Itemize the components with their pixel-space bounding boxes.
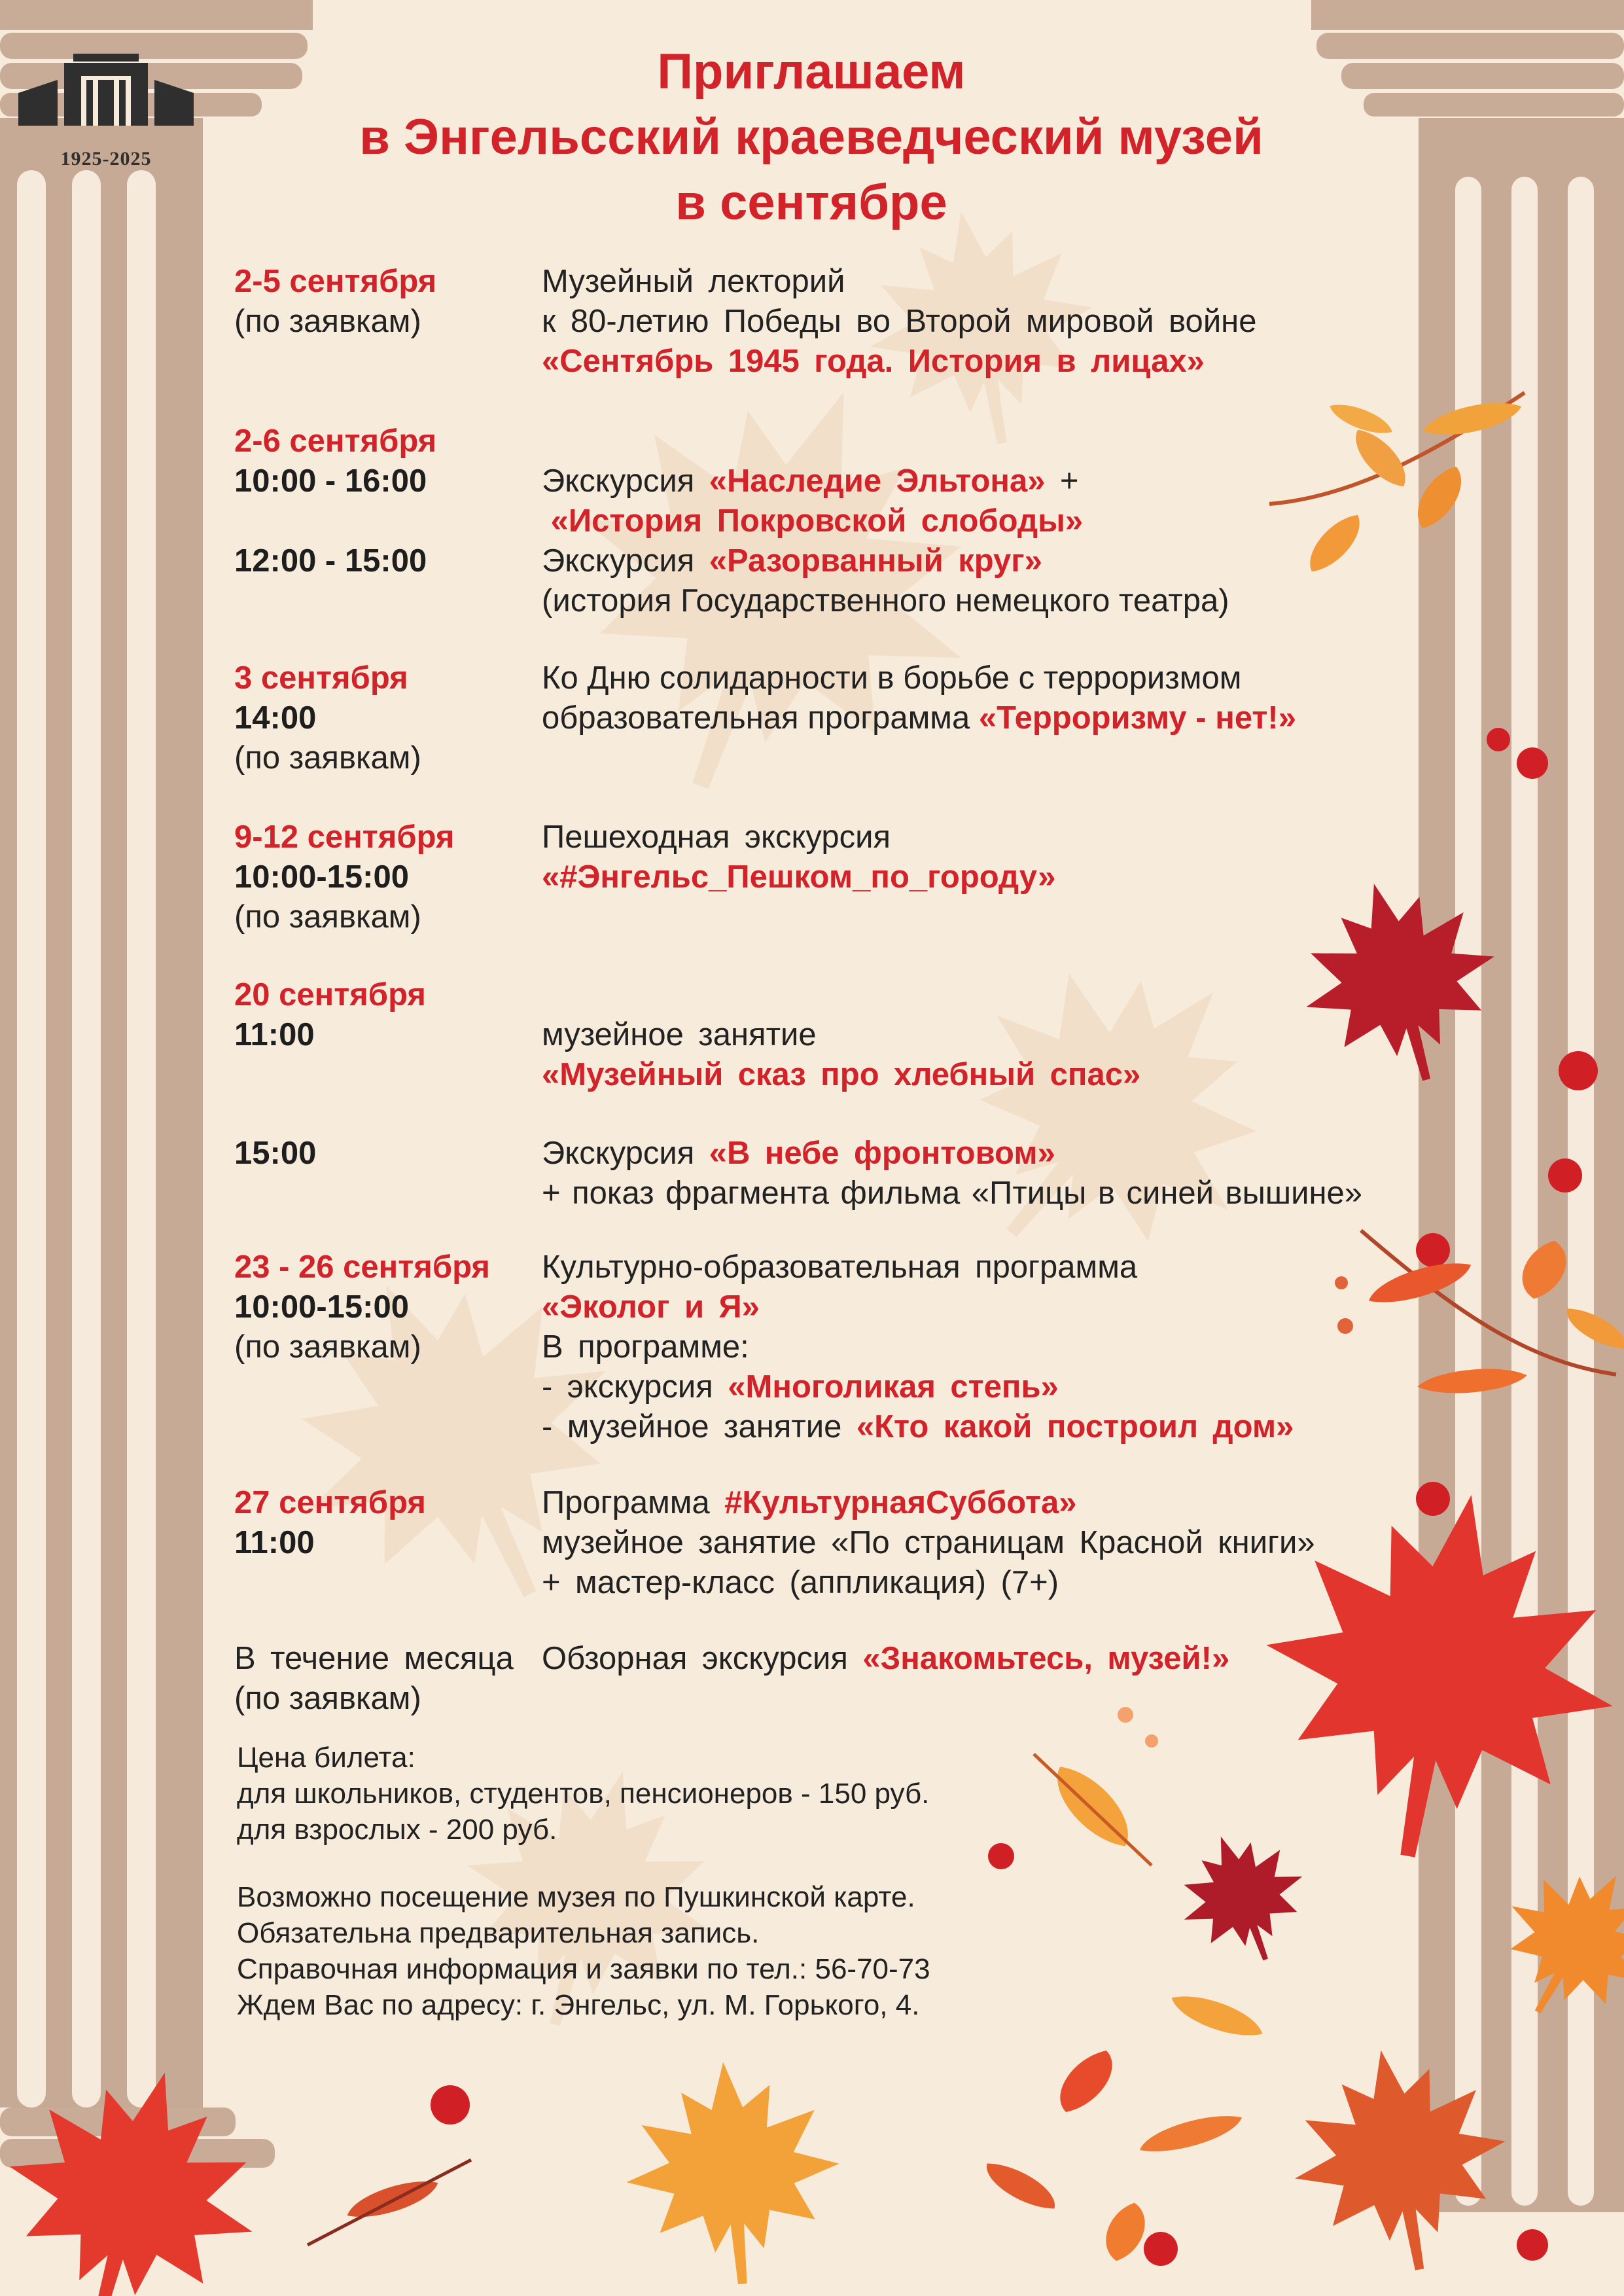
- event-date-note: (по заявкам): [234, 1329, 421, 1365]
- event-text-line: (история Государственного немецкого театра): [542, 583, 1229, 619]
- event-time: 11:00: [234, 1017, 315, 1052]
- event-item: [234, 1247, 1451, 1450]
- event-time: 14:00: [234, 700, 317, 736]
- event-description: [542, 422, 1471, 621]
- event-text-line: Музейный лекторий: [542, 264, 845, 299]
- event-text-line: «Сентябрь 1945 года. История в лицах»: [542, 344, 1205, 379]
- event-text-line: Экскурсия «В небе фронтовом»: [542, 1136, 1055, 1171]
- info-block: [237, 1740, 1218, 2023]
- event-text-line: В программе:: [542, 1329, 749, 1365]
- event-text-line: «#Энгельс_Пешком_по_городу»: [542, 859, 1056, 895]
- event-item: [234, 975, 1451, 1211]
- title-line-2: в Энгельсский краеведческий музей: [359, 109, 1263, 165]
- event-text-line: «Музейный сказ про хлебный спас»: [542, 1057, 1141, 1092]
- event-text-line: Экскурсия «Разорванный круг»: [542, 543, 1042, 579]
- price-line: для взрослых - 200 руб.: [237, 1814, 557, 1846]
- info-note: Справочная информация и заявки по тел.: 56-70-73: [237, 1953, 930, 1985]
- event-date-note: (по заявкам): [234, 1681, 421, 1716]
- info-note: Ждем Вас по адресу: г. Энгельс, ул. М. Горького, 4.: [237, 1989, 920, 2021]
- event-text-line: - музейное занятие «Кто какой построил дом»: [542, 1409, 1294, 1444]
- price-line: для школьников, студентов, пенсионеров - 150 руб.: [237, 1778, 930, 1810]
- event-time: 10:00-15:00: [234, 859, 409, 895]
- event-date-note: (по заявкам): [234, 304, 421, 339]
- event-description: [542, 1639, 1471, 1679]
- event-date: 9-12 сентября: [234, 819, 455, 855]
- info-note: Обязательна предварительная запись.: [237, 1917, 760, 1949]
- event-time: 10:00 - 16:00: [234, 463, 427, 499]
- event-date-column: [234, 1247, 535, 1367]
- event-text-line: + мастер-класс (аппликация) (7+): [542, 1565, 1059, 1600]
- title-line-3: в сентябре: [675, 175, 947, 230]
- event-time: 11:00: [234, 1525, 315, 1560]
- event-date-column: [234, 1483, 535, 1563]
- event-date-column: [234, 422, 535, 581]
- event-date-column: [234, 817, 535, 937]
- event-description: [542, 975, 1471, 1213]
- event-text-line: Программа #КультурнаяСуббота»: [542, 1485, 1077, 1520]
- event-item: [234, 1639, 1451, 1724]
- event-date: В течение месяца: [234, 1641, 514, 1676]
- event-time: 15:00: [234, 1136, 317, 1171]
- event-description: [542, 658, 1471, 738]
- info-note: Возможно посещение музея по Пушкинской карте.: [237, 1881, 915, 1913]
- event-text-line: музейное занятие «По страницам Красной книги»: [542, 1525, 1315, 1560]
- event-date-note: (по заявкам): [234, 740, 421, 776]
- event-description: [542, 262, 1471, 382]
- event-date-column: [234, 1639, 535, 1719]
- event-description: [542, 1247, 1471, 1447]
- event-date: 3 сентября: [234, 660, 408, 696]
- event-time: 10:00-15:00: [234, 1289, 409, 1325]
- event-text-line: Культурно-образовательная программа: [542, 1249, 1138, 1285]
- event-text-line: Обзорная экскурсия «Знакомьтесь, музей!»: [542, 1641, 1230, 1676]
- price-title: Цена билета:: [237, 1742, 415, 1774]
- event-item: [234, 658, 1451, 783]
- event-text-line: Пешеходная экскурсия: [542, 819, 891, 855]
- event-item: [234, 817, 1451, 942]
- event-date-column: [234, 975, 535, 1174]
- event-item: [234, 262, 1451, 393]
- event-date: 2-6 сентября: [234, 423, 437, 459]
- event-text-line: Ко Дню солидарности в борьбе с терроризмом: [542, 660, 1242, 696]
- event-item: [234, 1483, 1451, 1607]
- event-text-line: «Эколог и Я»: [542, 1289, 760, 1325]
- event-text-line: музейное занятие: [542, 1017, 817, 1052]
- logo-year: 1925-2025: [60, 148, 152, 170]
- event-date-column: [234, 658, 535, 778]
- museum-building-icon: [18, 47, 194, 145]
- page-title: [236, 39, 1387, 236]
- event-text-line: Экскурсия «Наследие Эльтона» +: [542, 463, 1079, 499]
- event-date: 23 - 26 сентября: [234, 1249, 490, 1285]
- event-description: [542, 817, 1471, 897]
- event-text-line: к 80-летию Победы во Второй мировой войне: [542, 304, 1257, 339]
- event-date: 20 сентября: [234, 977, 426, 1013]
- museum-logo: [18, 47, 194, 178]
- event-text-line: - экскурсия «Многоликая степь»: [542, 1369, 1059, 1405]
- event-description: [542, 1483, 1471, 1603]
- event-date-note: (по заявкам): [234, 899, 421, 935]
- event-time: 12:00 - 15:00: [234, 543, 427, 579]
- event-date: 2-5 сентября: [234, 264, 437, 299]
- event-text-line: «История Покровской слободы»: [542, 503, 1084, 539]
- event-date: 27 сентября: [234, 1485, 426, 1520]
- event-date-column: [234, 262, 535, 342]
- title-line-1: Приглашаем: [657, 44, 966, 99]
- event-text-line: + показ фрагмента фильма «Птицы в синей вышине»: [542, 1175, 1363, 1211]
- event-text-line: образовательная программа «Терроризму - нет!»: [542, 700, 1296, 736]
- event-item: [234, 422, 1451, 624]
